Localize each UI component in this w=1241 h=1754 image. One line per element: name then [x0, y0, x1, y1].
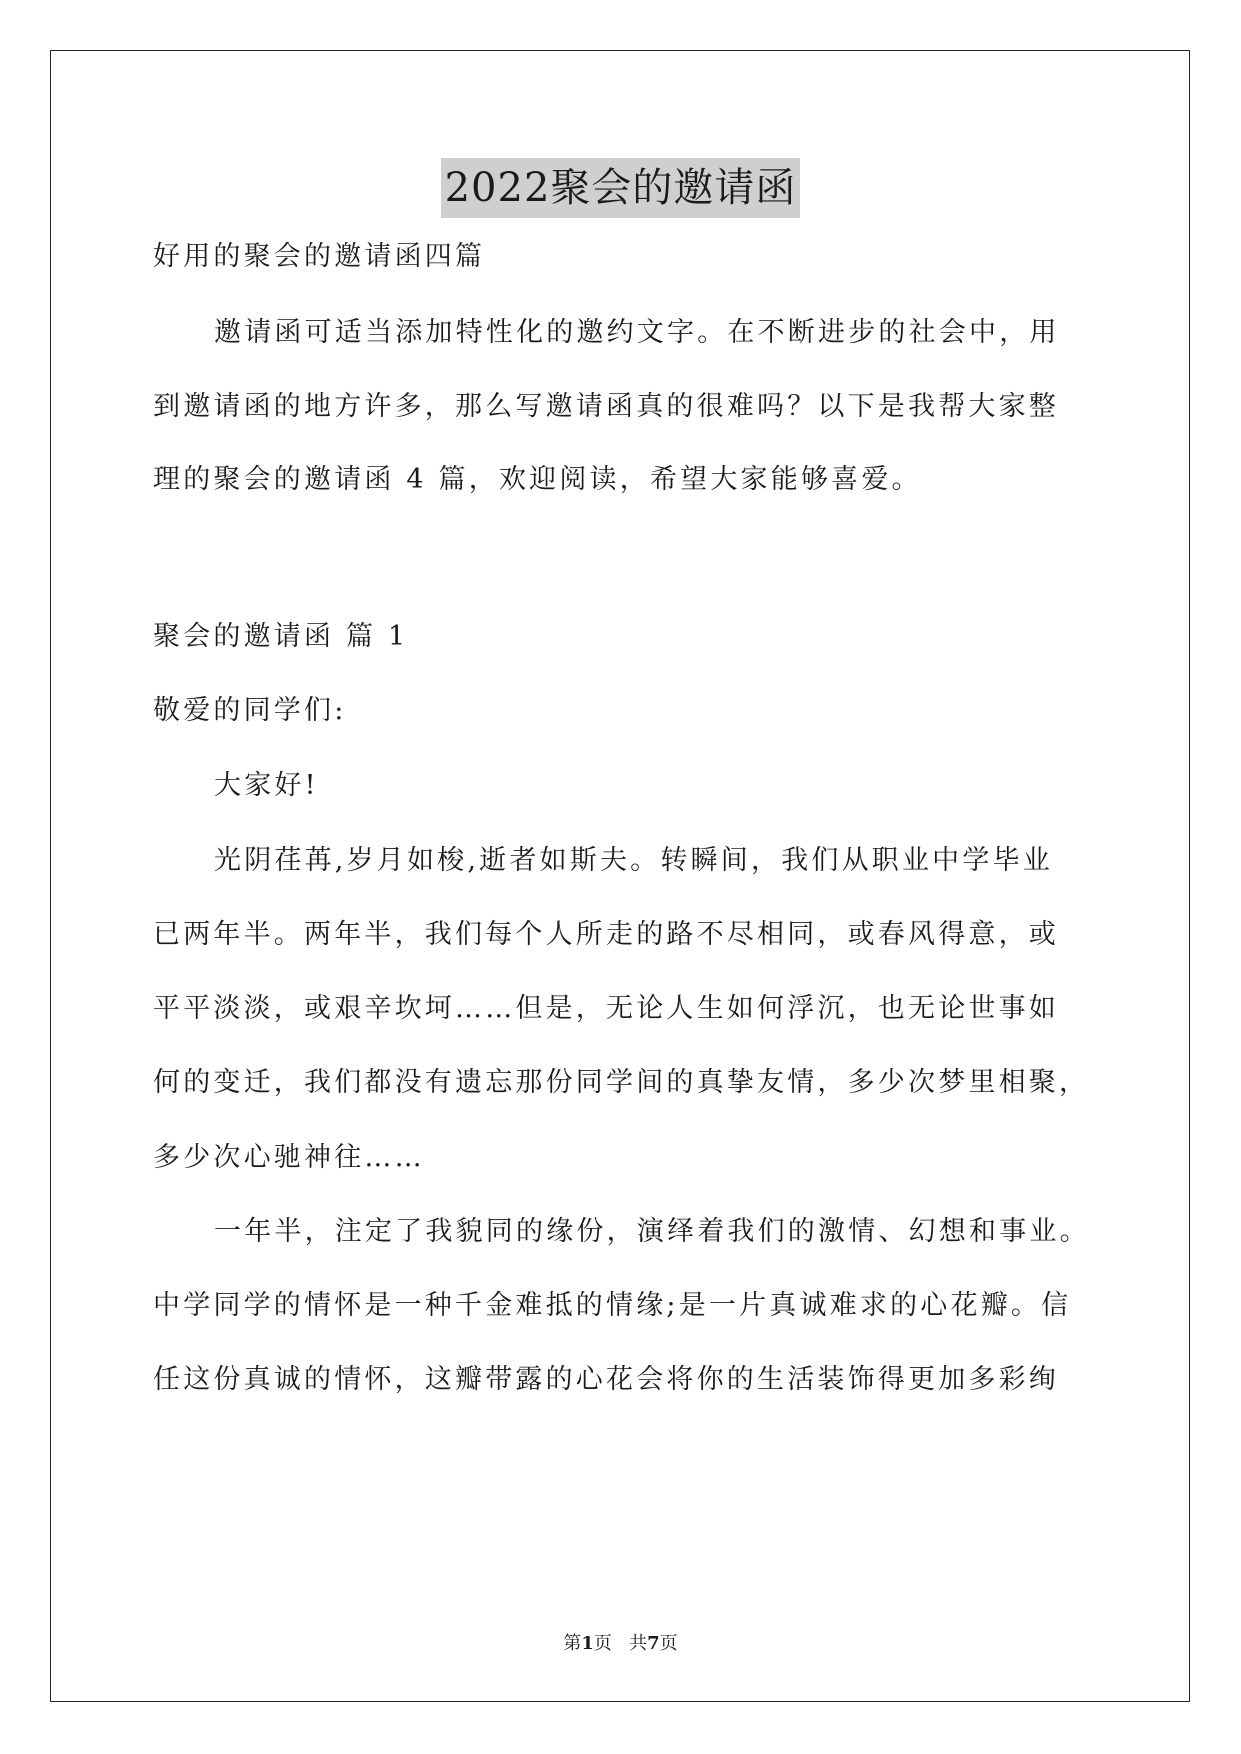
body-line: 中学同学的情怀是一种千金难抵的情缘;是一片真诚难求的心花瓣。信 [153, 1290, 1072, 1321]
footer-page-total: 7 [647, 1633, 660, 1654]
body-line: 一年半，注定了我貌同的缘份，演绎着我们的激情、幻想和事业。 [214, 1216, 1090, 1247]
salutation: 敬爱的同学们: [153, 695, 347, 726]
body-line: 何的变迁，我们都没有遗忘那份同学间的真挚友情，多少次梦里相聚， [153, 1067, 1090, 1098]
intro-line: 到邀请函的地方许多，那么写邀请函真的很难吗？以下是我帮大家整 [153, 391, 1059, 422]
greeting: 大家好! [214, 770, 319, 801]
document-title: 2022聚会的邀请函 [441, 158, 801, 218]
body-line: 多少次心驰神往…… [153, 1142, 425, 1173]
footer-suffix: 页 [659, 1633, 678, 1654]
section-heading: 聚会的邀请函 篇 1 [153, 621, 409, 652]
intro-line: 邀请函可适当添加特性化的邀约文字。在不断进步的社会中，用 [214, 317, 1060, 348]
body-line: 光阴荏苒,岁月如梭,逝者如斯夫。转瞬间，我们从职业中学毕业 [214, 845, 1053, 876]
title-container [0, 158, 1241, 218]
footer-middle: 页 共 [593, 1633, 648, 1654]
intro-line: 理的聚会的邀请函 4 篇，欢迎阅读，希望大家能够喜爱。 [153, 464, 922, 495]
footer-prefix: 第 [563, 1633, 582, 1654]
body-line: 平平淡淡，或艰辛坎坷……但是，无论人生如何浮沉，也无论世事如 [153, 993, 1059, 1024]
body-line: 已两年半。两年半，我们每个人所走的路不尽相同，或春风得意，或 [153, 919, 1059, 950]
subtitle: 好用的聚会的邀请函四篇 [153, 241, 486, 272]
body-line: 任这份真诚的情怀，这瓣带露的心花会将你的生活装饰得更加多彩绚 [153, 1364, 1059, 1395]
footer-page-current: 1 [581, 1633, 594, 1654]
page-footer [0, 1632, 1241, 1656]
